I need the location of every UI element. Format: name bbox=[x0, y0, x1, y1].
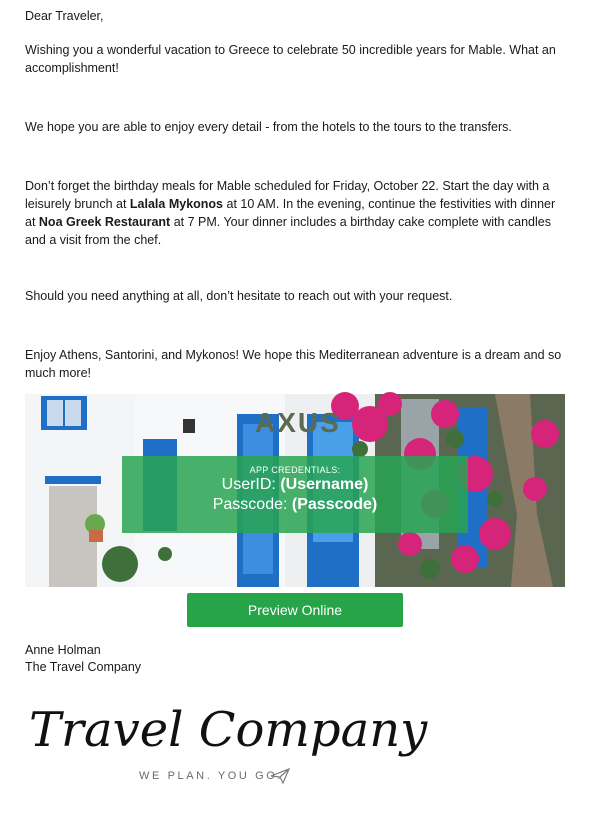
userid-value: (Username) bbox=[280, 476, 369, 493]
passcode-label: Passcode: bbox=[212, 496, 288, 513]
passcode-line bbox=[122, 495, 468, 515]
travel-company-logo bbox=[25, 690, 428, 770]
passcode-value: (Passcode) bbox=[291, 496, 378, 513]
text-segment: at 10 AM. In the evening, continue the festivities with dinner at bbox=[25, 197, 556, 229]
hero-brand-logo: AXUS bbox=[255, 407, 341, 438]
restaurant-brunch-name: Lalala Mykonos bbox=[129, 197, 224, 211]
signature-name: Anne Holman bbox=[25, 643, 101, 657]
logo-tagline: WE PLAN. YOU GO. bbox=[139, 770, 284, 782]
email-paragraph-details: We hope you are able to enjoy every detail - from the hotels to the tours to the transfers. bbox=[25, 120, 512, 134]
preview-online-button[interactable]: Preview Online bbox=[187, 593, 403, 627]
logo-script-text: Travel Company bbox=[29, 702, 428, 758]
text-segment: at 7 PM. Your dinner includes a birthday cake complete with candles and a visit from the chef. bbox=[25, 215, 551, 247]
credentials-overlay bbox=[122, 456, 468, 533]
paper-plane-icon bbox=[270, 768, 290, 784]
email-paragraph-birthday bbox=[25, 177, 565, 249]
userid-label: UserID: bbox=[221, 476, 276, 493]
userid-line bbox=[122, 475, 468, 495]
restaurant-dinner-name: Noa Greek Restaurant bbox=[38, 215, 171, 229]
email-greeting: Dear Traveler, bbox=[25, 9, 104, 23]
email-paragraph-wishes: Wishing you a wonderful vacation to Greece to celebrate 50 incredible years for Mable. What an accomplishment! bbox=[25, 43, 556, 75]
email-paragraph-contact: Should you need anything at all, don’t hesitate to reach out with your request. bbox=[25, 289, 453, 303]
signature-company: The Travel Company bbox=[25, 660, 142, 674]
credentials-title: APP CREDENTIALS: bbox=[249, 465, 341, 475]
email-paragraph-closing: Enjoy Athens, Santorini, and Mykonos! We hope this Mediterranean adventure is a dream and so much more! bbox=[25, 348, 562, 380]
text-segment: Don’t forget the birthday meals for Mable scheduled for Friday, October 22. Start the day with a leisurely brunch at bbox=[25, 179, 550, 211]
